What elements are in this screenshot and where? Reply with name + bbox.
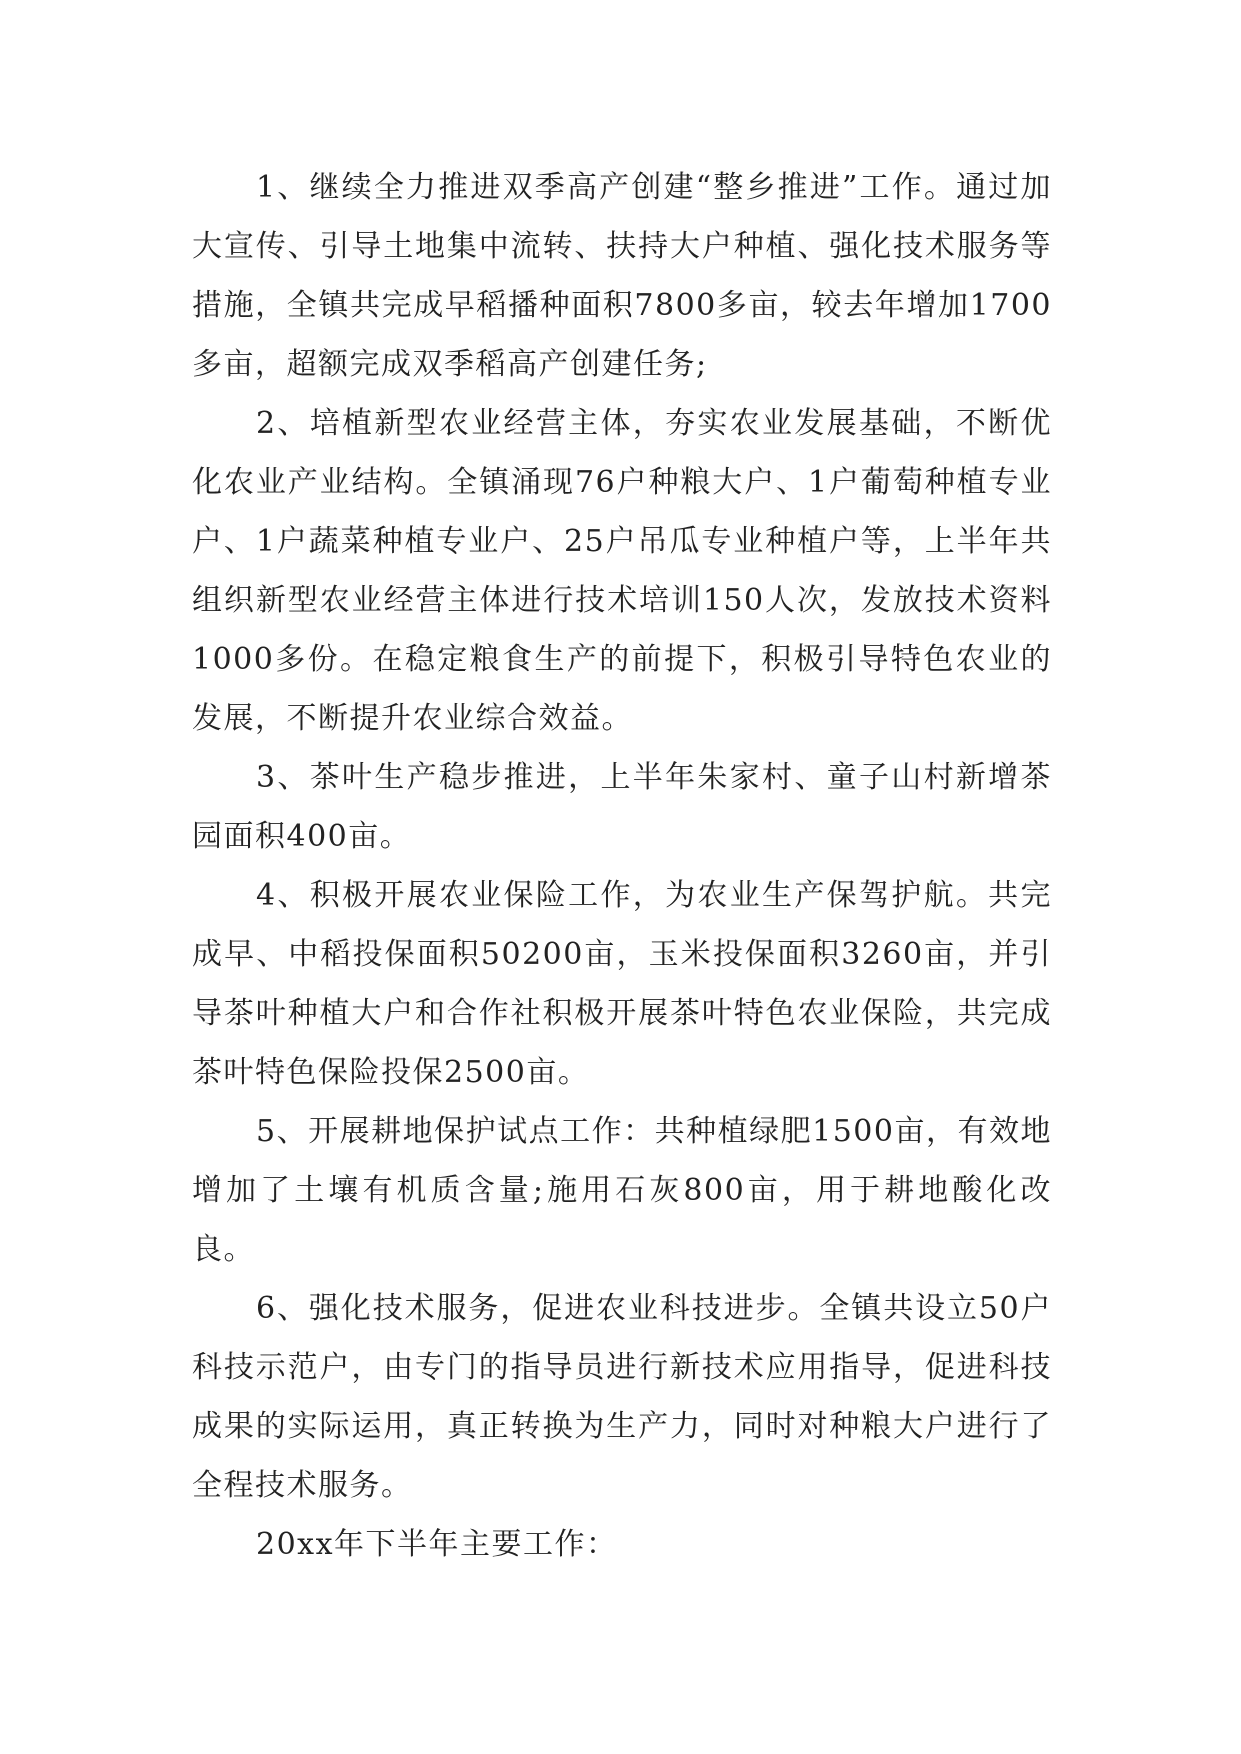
paragraph-5: 5、开展耕地保护试点工作：共种植绿肥1500亩，有效地增加了土壤有机质含量;施用石灰800亩，用于耕地酸化改良。 (192, 1114, 1052, 1267)
paragraph-2: 2、培植新型农业经营主体，夯实农业发展基础，不断优化农业产业结构。全镇涌现76户种粮大户、1户葡萄种植专业户、1户蔬菜种植专业户、25户吊瓜专业种植户等，上半年共组织新型农业经营主体进行技术培训150人次，发放技术资料1000多份。在稳定粮食生产的前提下，积极引导特色农业的发展，不断提升农业综合效益。 (192, 406, 1052, 736)
paragraph-4: 4、积极开展农业保险工作，为农业生产保驾护航。共完成早、中稻投保面积50200亩，玉米投保面积3260亩，并引导茶叶种植大户和合作社积极开展茶叶特色农业保险，共完成茶叶特色保险投保2500亩。 (192, 878, 1052, 1090)
paragraph-6: 6、强化技术服务，促进农业科技进步。全镇共设立50户科技示范户，由专门的指导员进行新技术应用指导，促进科技成果的实际运用，真正转换为生产力，同时对种粮大户进行了全程技术服务。 (192, 1291, 1052, 1503)
document-body (192, 158, 1052, 1574)
paragraph-3: 3、茶叶生产稳步推进，上半年朱家村、童子山村新增茶园面积400亩。 (192, 760, 1052, 854)
section-heading: 20xx年下半年主要工作： (256, 1527, 618, 1562)
paragraph-1: 1、继续全力推进双季高产创建“整乡推进”工作。通过加大宣传、引导土地集中流转、扶持大户种植、强化技术服务等措施，全镇共完成早稻播种面积7800多亩，较去年增加1700多亩，超额完成双季稻高产创建任务; (192, 170, 1052, 382)
